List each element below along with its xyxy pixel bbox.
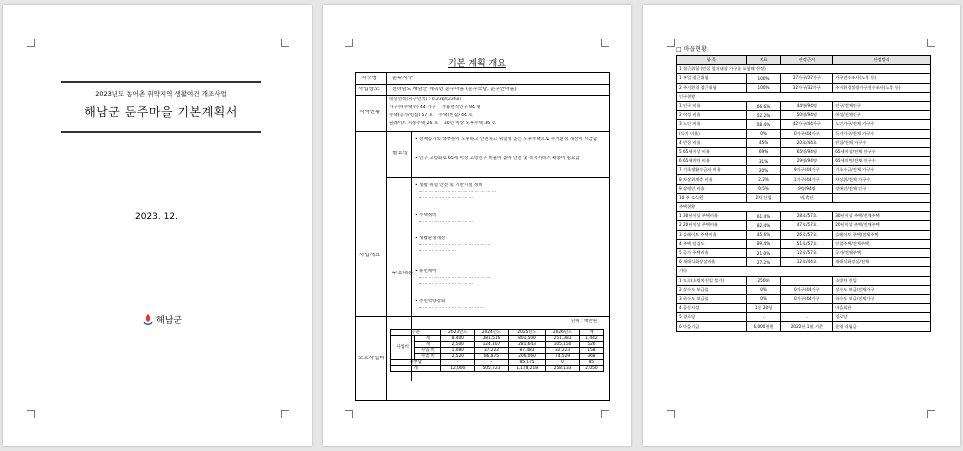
table-cell: 2 여성 비율 — [677, 111, 747, 120]
table-cell: 61.4% — [746, 212, 781, 221]
table-cell: 9.5% — [746, 184, 781, 193]
budget-cell: 2,520 — [441, 354, 475, 360]
table-cell: 3 노인 비율 — [677, 120, 747, 129]
crop-mark — [345, 39, 353, 47]
table-cell: 47호/57호 — [781, 221, 833, 230]
need-item: • 인구 고령화로 65세 이상 고령인구 비율이 높아 안전 및 복지서비스 확충이 필요함 — [415, 156, 580, 161]
table-cell: 100% — [746, 74, 781, 83]
budget-cell: 자부담 — [391, 360, 441, 366]
table-cell: 노인가구/전체 가구수 — [833, 120, 931, 129]
table-cell: 26호/57호 — [781, 230, 833, 239]
table-cell: 4 공동시설 — [677, 304, 747, 313]
table-cell: 독거가구/전체 가구수 — [833, 129, 931, 138]
overview-table — [355, 72, 610, 401]
table-cell — [833, 193, 931, 202]
table-row — [677, 313, 931, 322]
budget-cell: 계 — [415, 336, 441, 342]
table-cell: 58.4% — [746, 120, 781, 129]
section-title: 기타 — [677, 267, 931, 276]
section-row — [677, 92, 931, 101]
budget-cell: 2,050 — [579, 366, 603, 372]
table-cell: 5 65세이상 비율 — [677, 147, 747, 156]
page-village-status — [643, 5, 960, 446]
section-title: 1 접근위험 (빈집 철거대상 가구를 포함해 산정) — [677, 65, 931, 74]
table-cell: 인구/전체인구 — [833, 101, 931, 110]
table-cell: 65명/94명 — [781, 147, 833, 156]
crop-mark — [601, 39, 609, 47]
section-row — [677, 267, 931, 276]
status-row: 슬레이트 지붕주택 26 호 30년 이상 노후주택 36 호 — [389, 121, 496, 126]
status-row: 대상면적(지구면적) : 0.23㎢(23ha) — [389, 97, 462, 102]
table-row — [677, 258, 931, 267]
table-cell: 2 상수도 보급률 — [677, 285, 747, 294]
budget-cell: 251,383 — [546, 336, 580, 342]
table-cell: 6 재래식화장실비율 — [677, 258, 747, 267]
table-cell: 벼,축산 — [781, 193, 833, 202]
table-cell: 66.6% — [746, 101, 781, 110]
cover-title: 해남군 둔주마을 기본계획서 — [84, 105, 238, 119]
table-row — [677, 129, 931, 138]
table-cell: 45.6% — [746, 230, 781, 239]
table-cell: 1 인구 비율 — [677, 101, 747, 110]
overview-label: 사업개요 — [359, 253, 381, 258]
table-row — [677, 120, 931, 129]
crop-mark — [667, 39, 675, 47]
table-cell: 8 차상위계층 비율 — [677, 175, 747, 184]
header-label: 지구명 — [361, 76, 377, 81]
crop-mark — [927, 39, 935, 47]
table-row — [677, 184, 931, 193]
budget-col: 2023년도 — [441, 330, 475, 336]
table-cell: 빈집/전체 가구수 — [833, 138, 931, 147]
table-cell: 2차 산업 — [746, 193, 781, 202]
table-row — [677, 285, 931, 294]
budget-cell: 381,516 — [475, 336, 509, 342]
table-cell: 6 65세미만 비율 — [677, 157, 747, 166]
table-cell: 3 슬레이트 주택비율 — [677, 230, 747, 239]
table-row — [677, 193, 931, 202]
village-status-table — [676, 55, 931, 332]
table-row — [677, 83, 931, 92]
page-cover — [3, 5, 312, 446]
budget-cell: 258,133 — [546, 366, 580, 372]
budget-cell: 계 — [415, 342, 441, 348]
content-item: • 생활환경개선 — [415, 236, 446, 241]
table-row — [677, 111, 931, 120]
table-row — [677, 248, 931, 257]
table-cell: 0가구/44가구 — [781, 285, 833, 294]
status-row: 가구수(주택수) 44 가구 가용면적인구 94 명 — [389, 105, 481, 110]
crop-mark — [667, 410, 675, 418]
overview-title: 기본 계획 개요 — [448, 59, 506, 69]
crop-mark — [281, 39, 289, 47]
table-cell: 인접주택/전체주택 — [833, 239, 931, 248]
cover-subtitle: 2023년도 농어촌 취약지역 생활여건 개조사업 — [95, 90, 227, 98]
table-cell: 2022년 1월 기준 — [781, 322, 833, 331]
budget-cell: 1,178,218 — [508, 366, 545, 372]
table-cell: 여성/전체인구 — [833, 111, 931, 120]
content-item: • 생활 위험 안전 및 기반시설 정비 — [415, 183, 483, 188]
content-detail-text: ─ ··· ··· ··· ··· ··· ··· ··· ··· ··· — [419, 220, 474, 225]
crop-mark — [927, 410, 935, 418]
table-cell: 1동 20평 — [746, 304, 781, 313]
budget-cell: 1,080 — [441, 348, 475, 354]
table-cell: 89.4% — [746, 239, 781, 248]
table-cell: 경로당 — [833, 313, 931, 322]
table-cell: 12호/57호 — [781, 248, 833, 257]
page-overview — [323, 5, 631, 446]
col-header: 지표 — [746, 56, 781, 65]
table-cell: 5 경로당 — [677, 313, 747, 322]
org-logo — [143, 313, 182, 326]
table-cell: 상수도 보급/전체가구 — [833, 285, 931, 294]
cover-title-box — [61, 81, 261, 133]
table-cell: 재래식화장실/전체 — [833, 258, 931, 267]
content-detail-text: ─ ··· ··· ··· ··· ··· ··· ··· ··· ··· ··· ··· ··· ─ ··· ··· ··· ··· ··· ··· — [419, 243, 491, 254]
budget-cell: 281,643 — [508, 342, 545, 348]
budget-table — [390, 329, 604, 372]
table-row — [677, 101, 931, 110]
budget-label: 소요사업비 — [358, 356, 385, 361]
table-row — [677, 322, 931, 331]
table-cell: 30년이상 주택/전체주택 — [833, 212, 931, 221]
budget-cell: 사업 비 — [415, 354, 441, 360]
org-name: 해남군 — [156, 316, 183, 326]
table-cell: 27.2% — [746, 258, 781, 267]
budget-cell: 1,442 — [579, 336, 603, 342]
header-value: 둔주지구 — [392, 76, 414, 81]
haenam-logo-icon — [143, 313, 153, 326]
budget-cell: 12,000 — [441, 366, 475, 372]
table-cell: 37가구/37가구 — [781, 74, 833, 83]
table-cell: 차상위/전체 가구수 — [833, 175, 931, 184]
need-item: • 전체농가의 대부분이 노후하고 안전사고 위험성 높은 노후주택으로 주거환경 개선이 시급함 — [415, 137, 598, 142]
budget-cell: 사업 비 — [415, 348, 441, 354]
cover-date: 2023. 12. — [135, 212, 178, 222]
crop-mark — [281, 410, 289, 418]
status-row: 주택(공가/빈집) 57 호 주택(빈집) 44 호 — [389, 113, 473, 118]
col-header: 항 목 — [677, 56, 747, 65]
table-cell: 50명/94명 — [781, 111, 833, 120]
table-cell: 슬레이트 주택/전체주택 — [833, 230, 931, 239]
table-row — [677, 166, 931, 175]
budget-cell: 37,222 — [475, 348, 509, 354]
table-cell: 0% — [746, 294, 781, 303]
section-title: 인구현황 — [677, 92, 931, 101]
table-cell — [781, 276, 833, 285]
content-item: • 휴먼케어 — [415, 269, 437, 274]
table-cell: 마을회관 — [833, 304, 931, 313]
table-cell: 6,000천원 — [746, 322, 781, 331]
budget-cell: 87,483 — [508, 348, 545, 354]
location-label: 사업장소 — [358, 87, 380, 92]
budget-col: 2024년도 — [475, 330, 509, 336]
content-detail-text: ─ ··· ··· ··· ··· ··· ··· ··· ··· ··· ··· ··· ··· ─ ··· ··· ··· ··· ··· ··· ··· ··· ··· — [419, 276, 491, 287]
table-row — [677, 157, 931, 166]
table-cell: 65세미만/전체 인구수 — [833, 157, 931, 166]
content-detail-text: ─ ··· ··· ··· ··· ··· ··· ··· ··· ··· ··· ··· ··· ··· ─ ··· ··· ··· ··· ··· ··· ··· ··· ··· — [419, 190, 497, 201]
table-cell: 45% — [746, 138, 781, 147]
budget-cell: 85 — [579, 360, 603, 366]
budget-cell: 74,529 — [546, 354, 580, 360]
budget-cell: 85,175 — [508, 360, 545, 366]
budget-cell: 368 — [579, 354, 603, 360]
table-cell: - — [746, 313, 781, 322]
need-label: 필요성 — [392, 151, 408, 156]
budget-unit: 단위 : 백만원 — [571, 319, 598, 324]
table-cell: 6 마을기금 — [677, 322, 747, 331]
section-row — [677, 203, 931, 212]
table-cell: 100% — [746, 83, 781, 92]
table-cell: 기초수급/전체 가구수 — [833, 166, 931, 175]
table-cell: 운영 적립금 — [833, 322, 931, 331]
table-cell: 1 도로(소방차진입 불가) — [677, 276, 747, 285]
table-cell: 9명/94명 — [781, 184, 833, 193]
table-cell: 65세이상/전체 인구수 — [833, 147, 931, 156]
budget-cell: 8,400 — [441, 336, 475, 342]
table-cell: 29명/94명 — [781, 157, 833, 166]
status-label: 지역현황 — [359, 110, 381, 115]
crop-mark — [345, 410, 353, 418]
table-cell: 10 주 소득원 — [677, 193, 747, 202]
table-cell: 20호/44호 — [781, 138, 833, 147]
budget-cell: - — [475, 360, 509, 366]
budget-cell: 124,107 — [475, 342, 509, 348]
table-cell: 0% — [746, 285, 781, 294]
table-cell: 21.0% — [746, 248, 781, 257]
budget-col: 2025년도 — [508, 330, 545, 336]
table-cell: 0% — [746, 129, 781, 138]
table-cell: 250m — [746, 276, 781, 285]
table-cell: 가구전수조사(노후 등) — [833, 74, 931, 83]
table-cell: 4 빈집 비율 — [677, 138, 747, 147]
budget-cell: 526 — [579, 342, 603, 348]
table-cell: 2 20년이상 주택비율 — [677, 221, 747, 230]
budget-cell: - — [441, 360, 475, 366]
table-cell: (독거 비율) — [677, 129, 747, 138]
content-item: • 주민역량강화 — [415, 299, 446, 304]
table-cell: 31% — [746, 157, 781, 166]
crop-mark — [601, 410, 609, 418]
budget-cell: 86,875 — [475, 354, 509, 360]
table-cell: 12호/44호 — [781, 258, 833, 267]
content-label: 주요내용 — [392, 271, 414, 276]
crop-mark — [27, 410, 35, 418]
status-heading: □ 마을현황 — [676, 46, 707, 53]
budget-cell: 0 — [546, 360, 580, 366]
table-row — [677, 230, 931, 239]
table-row — [677, 304, 931, 313]
table-cell: 하수도 보급/전체가구 — [833, 294, 931, 303]
table-cell: - — [781, 313, 833, 322]
table-cell: 44명/94명 — [781, 101, 833, 110]
table-cell: 2 주거환경 접근위험 — [677, 83, 747, 92]
table-row — [677, 138, 931, 147]
table-cell: 9가구/44가구 — [781, 166, 833, 175]
table-cell: 장애인/전체 인구 — [833, 184, 931, 193]
budget-cell: 505,723 — [475, 366, 509, 372]
table-row — [677, 74, 931, 83]
table-cell: 82.4% — [746, 221, 781, 230]
budget-cell: 801,500 — [508, 336, 545, 342]
table-cell: 2.2% — [746, 175, 781, 184]
section-title: 주택현황 — [677, 203, 931, 212]
col-header: 산정근거 — [781, 56, 833, 65]
budget-col: 구분 — [391, 330, 441, 336]
table-cell: 3 하수도 보급률 — [677, 294, 747, 303]
table-cell: 공가/전체주택 — [833, 248, 931, 257]
table-cell: 9 장애인 비율 — [677, 184, 747, 193]
col-header: 산정방식 — [833, 56, 931, 65]
budget-cell: 2,500 — [441, 342, 475, 348]
content-item: • 주택정비 — [415, 213, 437, 218]
table-row — [677, 276, 931, 285]
table-row — [677, 294, 931, 303]
budget-cell: 계 — [391, 366, 441, 372]
table-cell: 4 주택 밀집도 — [677, 239, 747, 248]
table-cell: 0가구/44가구 — [781, 294, 833, 303]
table-cell: 소방차 진입 — [833, 276, 931, 285]
table-cell: 20년이상 주택/전체주택 — [833, 221, 931, 230]
table-cell: 28호/57호 — [781, 212, 833, 221]
table-cell: 1 부엌 접근위험 — [677, 74, 747, 83]
table-row — [677, 147, 931, 156]
table-cell: 7 기초생활수급자 비율 — [677, 166, 747, 175]
content-detail-text: ─ ··· ··· ··· ··· ··· ··· ··· ··· ··· ··· ··· — [419, 306, 485, 311]
location-value: 전라남도 해남군 계곡면 둔주마을 (둔주모랑, 둔주안마을) — [392, 87, 517, 92]
table-cell: 20% — [746, 166, 781, 175]
table-cell: 0가구/44가구 — [781, 129, 833, 138]
table-cell: 32가구/32가구 — [781, 83, 833, 92]
budget-col: 2026년도 — [546, 330, 580, 336]
table-row — [677, 239, 931, 248]
table-row — [677, 221, 931, 230]
budget-cell: 32,223 — [546, 348, 580, 354]
budget-cell: 158 — [579, 348, 603, 354]
table-cell: 52.2% — [746, 111, 781, 120]
table-row — [677, 175, 931, 184]
table-row — [677, 212, 931, 221]
table-cell: 주거환경불량가구전수조사(노후 등) — [833, 83, 931, 92]
table-cell: 1가구/44가구 — [781, 175, 833, 184]
section-row — [677, 65, 931, 74]
budget-cell: 105,150 — [546, 342, 580, 348]
crop-mark — [27, 39, 35, 47]
table-cell: 1 30년이상 주택비율 — [677, 212, 747, 221]
table-cell — [781, 304, 833, 313]
table-cell: 42가구/44가구 — [781, 120, 833, 129]
table-cell: 5 공가 주택비율 — [677, 248, 747, 257]
budget-cell: 206,060 — [508, 354, 545, 360]
budget-col: 계 — [579, 330, 603, 336]
table-cell: 69% — [746, 147, 781, 156]
budget-group: 사업비 — [391, 336, 415, 360]
table-cell: 51호/57호 — [781, 239, 833, 248]
